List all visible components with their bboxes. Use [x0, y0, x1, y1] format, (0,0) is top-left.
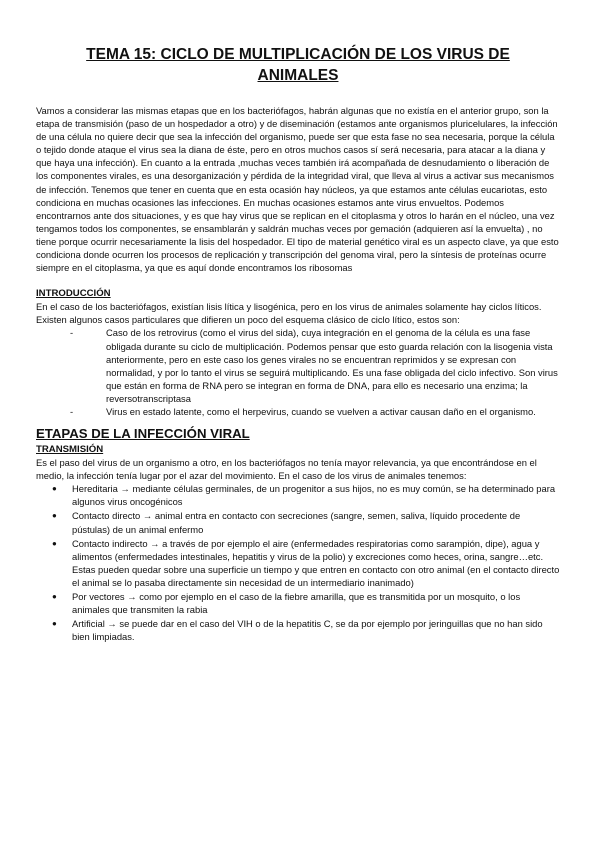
introduccion-list	[36, 326, 560, 418]
list-item	[52, 482, 560, 508]
page-title: TEMA 15: CICLO DE MULTIPLICACIÓN DE LOS VIRUS DE ANIMALES	[86, 46, 510, 84]
list-item	[52, 590, 560, 616]
list-item	[70, 405, 560, 418]
introduccion-text: En el caso de los bacteriófagos, existían lisis lítica y lisogénica, pero en los virus de animales solamente hay ciclos líticos. Existen algunos casos particulares que difieren un poco del esquema clásico de ciclo lítico, estos son:	[36, 301, 542, 326]
list-item-text: Contacto directo → animal entra en contacto con secreciones (sangre, semen, saliva, líquido procedente de pústulas) de un animal enfermo	[72, 510, 521, 535]
list-item-text: Contacto indirecto → a través de por ejemplo el aire (enfermedades respiratorias como sarampión, dipe), agua y alimentos (enfermedades intestinales, hepatitis y virus de la polio) y excreciones como heces, orina, sangre…etc. Estas pueden quedar sobre una superficie un tiempo y que entren en contacto con otro animal (en el contacto directo el animal se lo pasaba directamente sin necesidad de un intermediario inanimado)	[72, 537, 560, 588]
transmision-list	[36, 482, 560, 643]
intro-paragraph: Vamos a considerar las mismas etapas que en los bacteriófagos, habrán algunas que no existía en el anterior grupo, son la etapa de transmisión (paso de un hospedador a otro) y de diseminación (estamos ante organismos pluricelulares, la infección de una célula no quiere decir que sea la infección del organismo, puede ser que esta fase no sea necesaria, porque la célula o tejido donde ataque el virus sea la diana de éste, pero en otros muchos casos sí será necesaria, para atacar a la diana y que haya una infección). En cuanto a la entrada ,muchas veces también irá acompañada de desnudamiento o liberación de los componentes virales, es una desorganización y pérdida de la integridad viral, que lleva al virus a activar sus mecanismos de infección. Tenemos que tener en cuenta que en esta ocasión hay núcleos, ya que estamos ante células eucariotas, esto condiciona en muchas ocasiones las infecciones. En muchas ocasiones estamos ante virus envueltos. Podemos encontrarnos ante dos situaciones, y es que hay virus que se replican en el citoplasma y otros lo harán en el núcleo, una vez tengamos todos los componentes, se ensamblarán y saldrán muchas veces por gemación (adquieren así la envuelta) , no tiene porque ocurrir necesariamente la lisis del hospedador. El tipo de material genético viral es un aspecto clave, ya que esto condiciona donde ocurren los procesos de replicación y transcripción del genoma viral, pero la síntesis de proteínas ocurre siempre en el citoplasma, ya que es aquí donde encontramos los ribosomas	[36, 105, 559, 274]
bullet-icon: ●	[52, 538, 57, 548]
transmision-heading: TRANSMISIÓN	[36, 444, 104, 456]
list-item	[52, 537, 560, 589]
list-item-text: Por vectores → como por ejemplo en el caso de la fiebre amarilla, que es transmitida por un mosquito, o los animales que transmiten la rabia	[72, 591, 521, 616]
list-item-text: Virus en estado latente, como el herpevirus, cuando se vuelven a activar causan daño en el organismo.	[106, 405, 536, 417]
introduccion-heading: INTRODUCCIÓN	[36, 288, 111, 300]
list-item	[70, 326, 560, 405]
list-item-text: Artificial → se puede dar en el caso del VIH o de la hepatitis C, se da por ejemplo por jeringuillas que no han sido bien limpiadas.	[72, 618, 543, 643]
transmision-text: Es el paso del virus de un organismo a otro, en los bacteriófagos no tenía mayor relevancia, ya que encontrándose en el medio, la infección tenía lugar por el azar del movimiento. En el caso de los virus de animales tenemos:	[36, 457, 537, 482]
bullet-icon: ●	[52, 511, 57, 521]
bullet-icon: ●	[52, 484, 57, 494]
bullet-icon: ●	[52, 592, 57, 601]
list-item	[52, 617, 560, 643]
dash-marker: -	[70, 405, 74, 417]
etapas-heading: ETAPAS DE LA INFECCIÓN VIRAL	[36, 426, 250, 442]
bullet-icon: ●	[52, 619, 57, 629]
dash-marker: -	[70, 327, 74, 339]
list-item	[52, 509, 560, 535]
list-item-text: Hereditaria → mediante células germinales, de un progenitor a sus hijos, no es muy común, se ha determinado para algunos virus oncogénicos	[72, 483, 556, 508]
list-item-text: Caso de los retrovirus (como el virus del sida), cuya integración en el genoma de la célula es una fase obligada durante su ciclo de multiplicación. Podemos pensar que esto guarda relación con la lisogenia vista anteriormente, pero en este caso los genes virales no se encuentran reprimidos y se expresan con normalidad, y por lo tanto el virus se seguirá multiplicando. Es una fase obligada del ciclo infectivo. Son virus que están en forma de RNA pero se integran en forma de DNA, para ello es necesario una enzima; la reversotranscriptasa	[106, 327, 558, 404]
